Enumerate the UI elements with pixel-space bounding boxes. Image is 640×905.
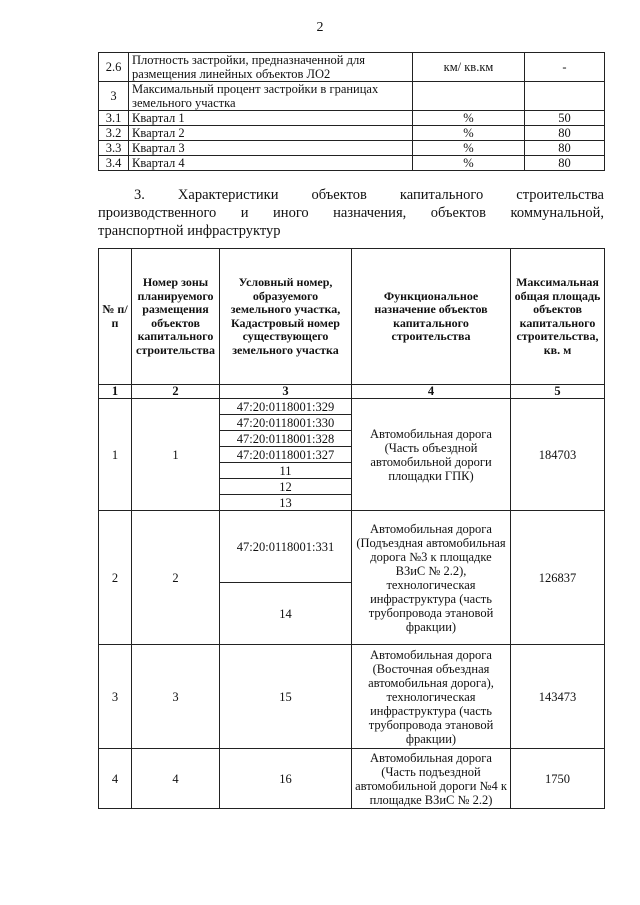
parcel-number: 47:20:0118001:330 <box>220 415 352 431</box>
parcel-number: 11 <box>220 463 352 479</box>
header-cell: Условный номер, образуемого земельного участка, Кадастровый номер существующего земельного участка <box>220 249 352 385</box>
row-number: 2.6 <box>99 53 129 82</box>
row-name: Максимальный процент застройки в границах земельного участка <box>129 82 413 111</box>
parcel-number: 47:20:0118001:328 <box>220 431 352 447</box>
row-value: 50 <box>525 111 605 126</box>
row-name: Квартал 2 <box>129 126 413 141</box>
table-row <box>99 53 605 82</box>
max-area: 184703 <box>511 399 605 511</box>
row-value: 80 <box>525 141 605 156</box>
parcel-number: 47:20:0118001:331 <box>220 511 352 583</box>
table-row <box>99 399 605 415</box>
zone-number: 3 <box>132 645 220 749</box>
column-number: 4 <box>352 385 511 399</box>
zone-number: 4 <box>132 749 220 809</box>
row-unit: % <box>413 111 525 126</box>
parcel-number: 15 <box>220 645 352 749</box>
row-value <box>525 82 605 111</box>
table-row <box>99 126 605 141</box>
row-value: 80 <box>525 156 605 171</box>
section-heading-line: производственного и иного назначения, объектов коммунальной, <box>98 205 604 221</box>
header-cell: № п/п <box>99 249 132 385</box>
row-number: 4 <box>99 749 132 809</box>
row-unit: % <box>413 156 525 171</box>
row-value: - <box>525 53 605 82</box>
parcel-number: 12 <box>220 479 352 495</box>
row-value: 80 <box>525 126 605 141</box>
building-density-table <box>98 52 605 171</box>
header-cell: Максимальная общая площадь объектов капитального строительства, кв. м <box>511 249 605 385</box>
parcel-number: 47:20:0118001:327 <box>220 447 352 463</box>
parcel-number: 16 <box>220 749 352 809</box>
row-unit <box>413 82 525 111</box>
row-number: 3 <box>99 645 132 749</box>
zone-number: 1 <box>132 399 220 511</box>
row-unit: % <box>413 126 525 141</box>
row-unit: км/ кв.км <box>413 53 525 82</box>
row-name: Квартал 4 <box>129 156 413 171</box>
object-function: Автомобильная дорога (Часть подъездной автомобильной дороги №4 к площадке ВЗиС № 2.2) <box>352 749 511 809</box>
row-number: 3.4 <box>99 156 129 171</box>
table-row <box>99 645 605 749</box>
header-cell: Функциональное назначение объектов капитального строительства <box>352 249 511 385</box>
zone-number: 2 <box>132 511 220 645</box>
parcel-number: 13 <box>220 495 352 511</box>
object-function: Автомобильная дорога (Восточная объездная автомобильная дорога), технологическая инфраструктура (часть трубопровода этановой фракции) <box>352 645 511 749</box>
section-heading-line: 3. Характеристики объектов капитального строительства <box>134 187 604 203</box>
page-number: 2 <box>316 20 324 35</box>
header-row <box>99 249 605 385</box>
object-function: Автомобильная дорога (Часть объездной автомобильной дороги площадки ГПК) <box>352 399 511 511</box>
row-number: 3.2 <box>99 126 129 141</box>
section-heading-line: транспортной инфраструктур <box>98 223 281 239</box>
row-name: Плотность застройки, предназначенной для размещения линейных объектов ЛО2 <box>129 53 413 82</box>
section-heading <box>98 186 604 240</box>
max-area: 143473 <box>511 645 605 749</box>
parcel-number: 14 <box>220 583 352 645</box>
parcel-number: 47:20:0118001:329 <box>220 399 352 415</box>
row-name: Квартал 1 <box>129 111 413 126</box>
row-number: 3.3 <box>99 141 129 156</box>
table-row <box>99 141 605 156</box>
row-number: 3.1 <box>99 111 129 126</box>
column-number: 2 <box>132 385 220 399</box>
row-name: Квартал 3 <box>129 141 413 156</box>
row-number: 3 <box>99 82 129 111</box>
row-unit: % <box>413 141 525 156</box>
max-area: 126837 <box>511 511 605 645</box>
header-cell: Номер зоны планируемого размещения объектов капитального строительства <box>132 249 220 385</box>
column-number: 3 <box>220 385 352 399</box>
row-number: 2 <box>99 511 132 645</box>
object-function: Автомобильная дорога (Подъездная автомобильная дорога №3 к площадке ВЗиС № 2.2), технологическая инфраструктура (часть трубопровода этановой фракции) <box>352 511 511 645</box>
table-row <box>99 82 605 111</box>
table-row <box>99 511 605 583</box>
column-number: 5 <box>511 385 605 399</box>
table-row <box>99 111 605 126</box>
table-row <box>99 156 605 171</box>
column-number: 1 <box>99 385 132 399</box>
row-number: 1 <box>99 399 132 511</box>
column-number-row <box>99 385 605 399</box>
capital-objects-table <box>98 248 605 809</box>
table-row <box>99 749 605 809</box>
max-area: 1750 <box>511 749 605 809</box>
